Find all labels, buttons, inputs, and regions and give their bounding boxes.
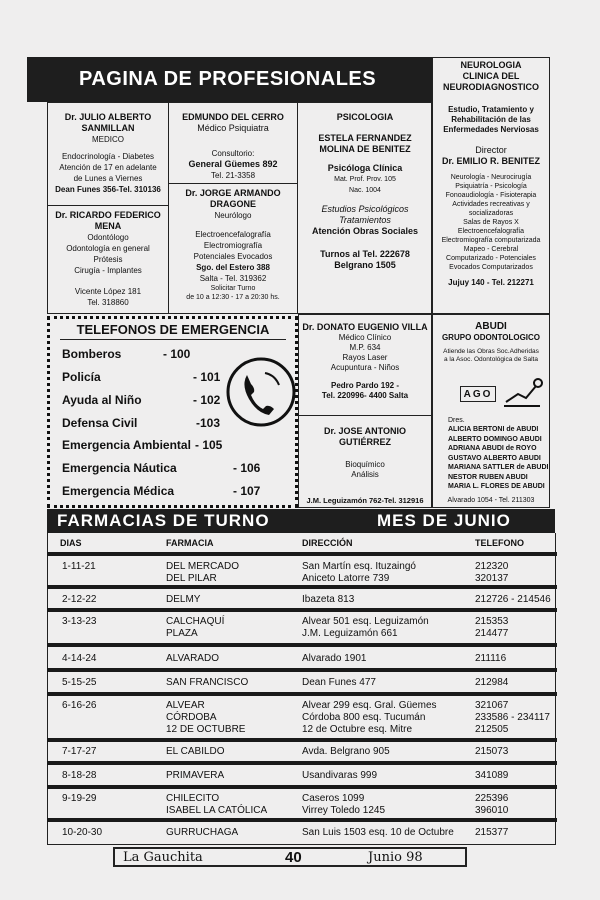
col-header-farmacia: FARMACIA: [166, 538, 214, 548]
card-abudi: ABUDI GRUPO ODONTOLOGICO Atiende las Obras Soc.Adheridas a la Asoc. Odontológica de Salta: [441, 321, 541, 363]
card-villa: Dr. DONATO EUGENIO VILLA Médico Clínico M.P. 634 Rayos Laser Acupuntura - Niños Pedro Pardo 192 - Tel. 220996- 4400 Salta: [302, 322, 428, 400]
emergency-row: Bomberos: [62, 347, 122, 361]
page-title: PAGINA DE PROFESIONALES: [79, 68, 377, 90]
page-footer: [113, 847, 467, 867]
abudi-address: Alvarado 1054 - Tel. 211303: [447, 497, 535, 504]
emergency-row: Emergencia Ambiental: [62, 438, 191, 452]
card-gutierrez: Dr. JOSE ANTONIO GUTIÉRREZ Bioquímico Análisis J.M. Leguizamón 762-Tel. 312916: [306, 426, 424, 505]
footer-date: Junio 98: [368, 850, 423, 865]
emergency-row: Ayuda al Niño: [62, 393, 142, 407]
dental-chair-icon: [500, 374, 544, 410]
card-mena: Dr. RICARDO FEDERICO MENA Odontólogo Odontología en general Prótesis Cirugía - Implantes Vicente López 181 Tel. 318860: [55, 210, 161, 307]
emergency-title: TELEFONOS DE EMERGENCIA: [76, 322, 270, 337]
farmacias-title: FARMACIAS DE TURNO: [57, 511, 270, 530]
card-sanmillan: Dr. JULIO ALBERTO SANMILLAN MEDICO Endocrinología - Diabetes Atención de 17 en adelante de Lunes a Viernes Dean Funes 356-Tel. 310136: [55, 112, 161, 194]
col-header-telefono: TELEFONO: [475, 538, 524, 548]
footer-publication: La Gauchita: [123, 850, 203, 865]
footer-page-number: 40: [285, 849, 302, 866]
farmacias-banner: [47, 509, 555, 533]
card-neurologia: NEUROLOGIA CLINICA DEL NEURODIAGNOSTICO Estudio, Tratamiento y Rehabilitación de las Enfermedades Nerviosas Director Dr. EMILIO R. BENITEZ Neurología - Neurocirugía Psiquiatría - Psicología Fonoaudiología - Fisioterapia Actividades recreativas y socializadoras Salas de Rayos X Electroencefalografía Electromiografía computarizada Mapeo - Cerebral Computarizado - Potenciales Evocados Computarizados Jujuy 140 - Tel. 212271: [441, 60, 541, 287]
abudi-list: Dres. ALICIA BERTONI de ABUDI ALBERTO DOMINGO ABUDI ADRIANA ABUDI de ROYO GUSTAVO ALBERTO ABUDI MARIANA SATTLER de ABUDI NESTOR RUBEN ABUDI MARIA L. FLORES DE ABUDI: [448, 417, 549, 490]
col-header-dias: DIAS: [60, 538, 82, 548]
page-title-banner: [27, 57, 432, 102]
farmacias-month: MES DE JUNIO: [377, 511, 511, 530]
card-dragone: Dr. JORGE ARMANDO DRAGONE Neurólogo Electroencefalografía Electromiografía Potenciales Evocados Sgo. del Estero 388 Salta - Tel. 319362 Solicitar Turno de 10 a 12:30 - 17 a 20:30 hs.: [185, 188, 281, 301]
emergency-row: Emergencia Médica: [62, 484, 175, 498]
phone-icon: [225, 355, 297, 429]
card-psicologia: PSICOLOGIA ESTELA FERNANDEZ MOLINA DE BENITEZ Psicóloga Clínica Mat. Prof. Prov. 105 Nac. 1004 Estudios Psicológicos Tratamientos Atención Obras Sociales Turnos al Tel. 222678 Belgrano 1505: [311, 112, 419, 270]
card-del-cerro: EDMUNDO DEL CERRO Médico Psiquiatra Consultorio: General Güemes 892 Tel. 21-3358: [182, 112, 284, 180]
col-header-direccion: DIRECCIÓN: [302, 538, 353, 548]
emergency-row: Defensa Civil: [62, 416, 138, 430]
emergency-row: Policía: [62, 370, 101, 384]
ago-logo: AGO: [460, 386, 496, 402]
emergency-row: Emergencia Náutica: [62, 461, 177, 475]
